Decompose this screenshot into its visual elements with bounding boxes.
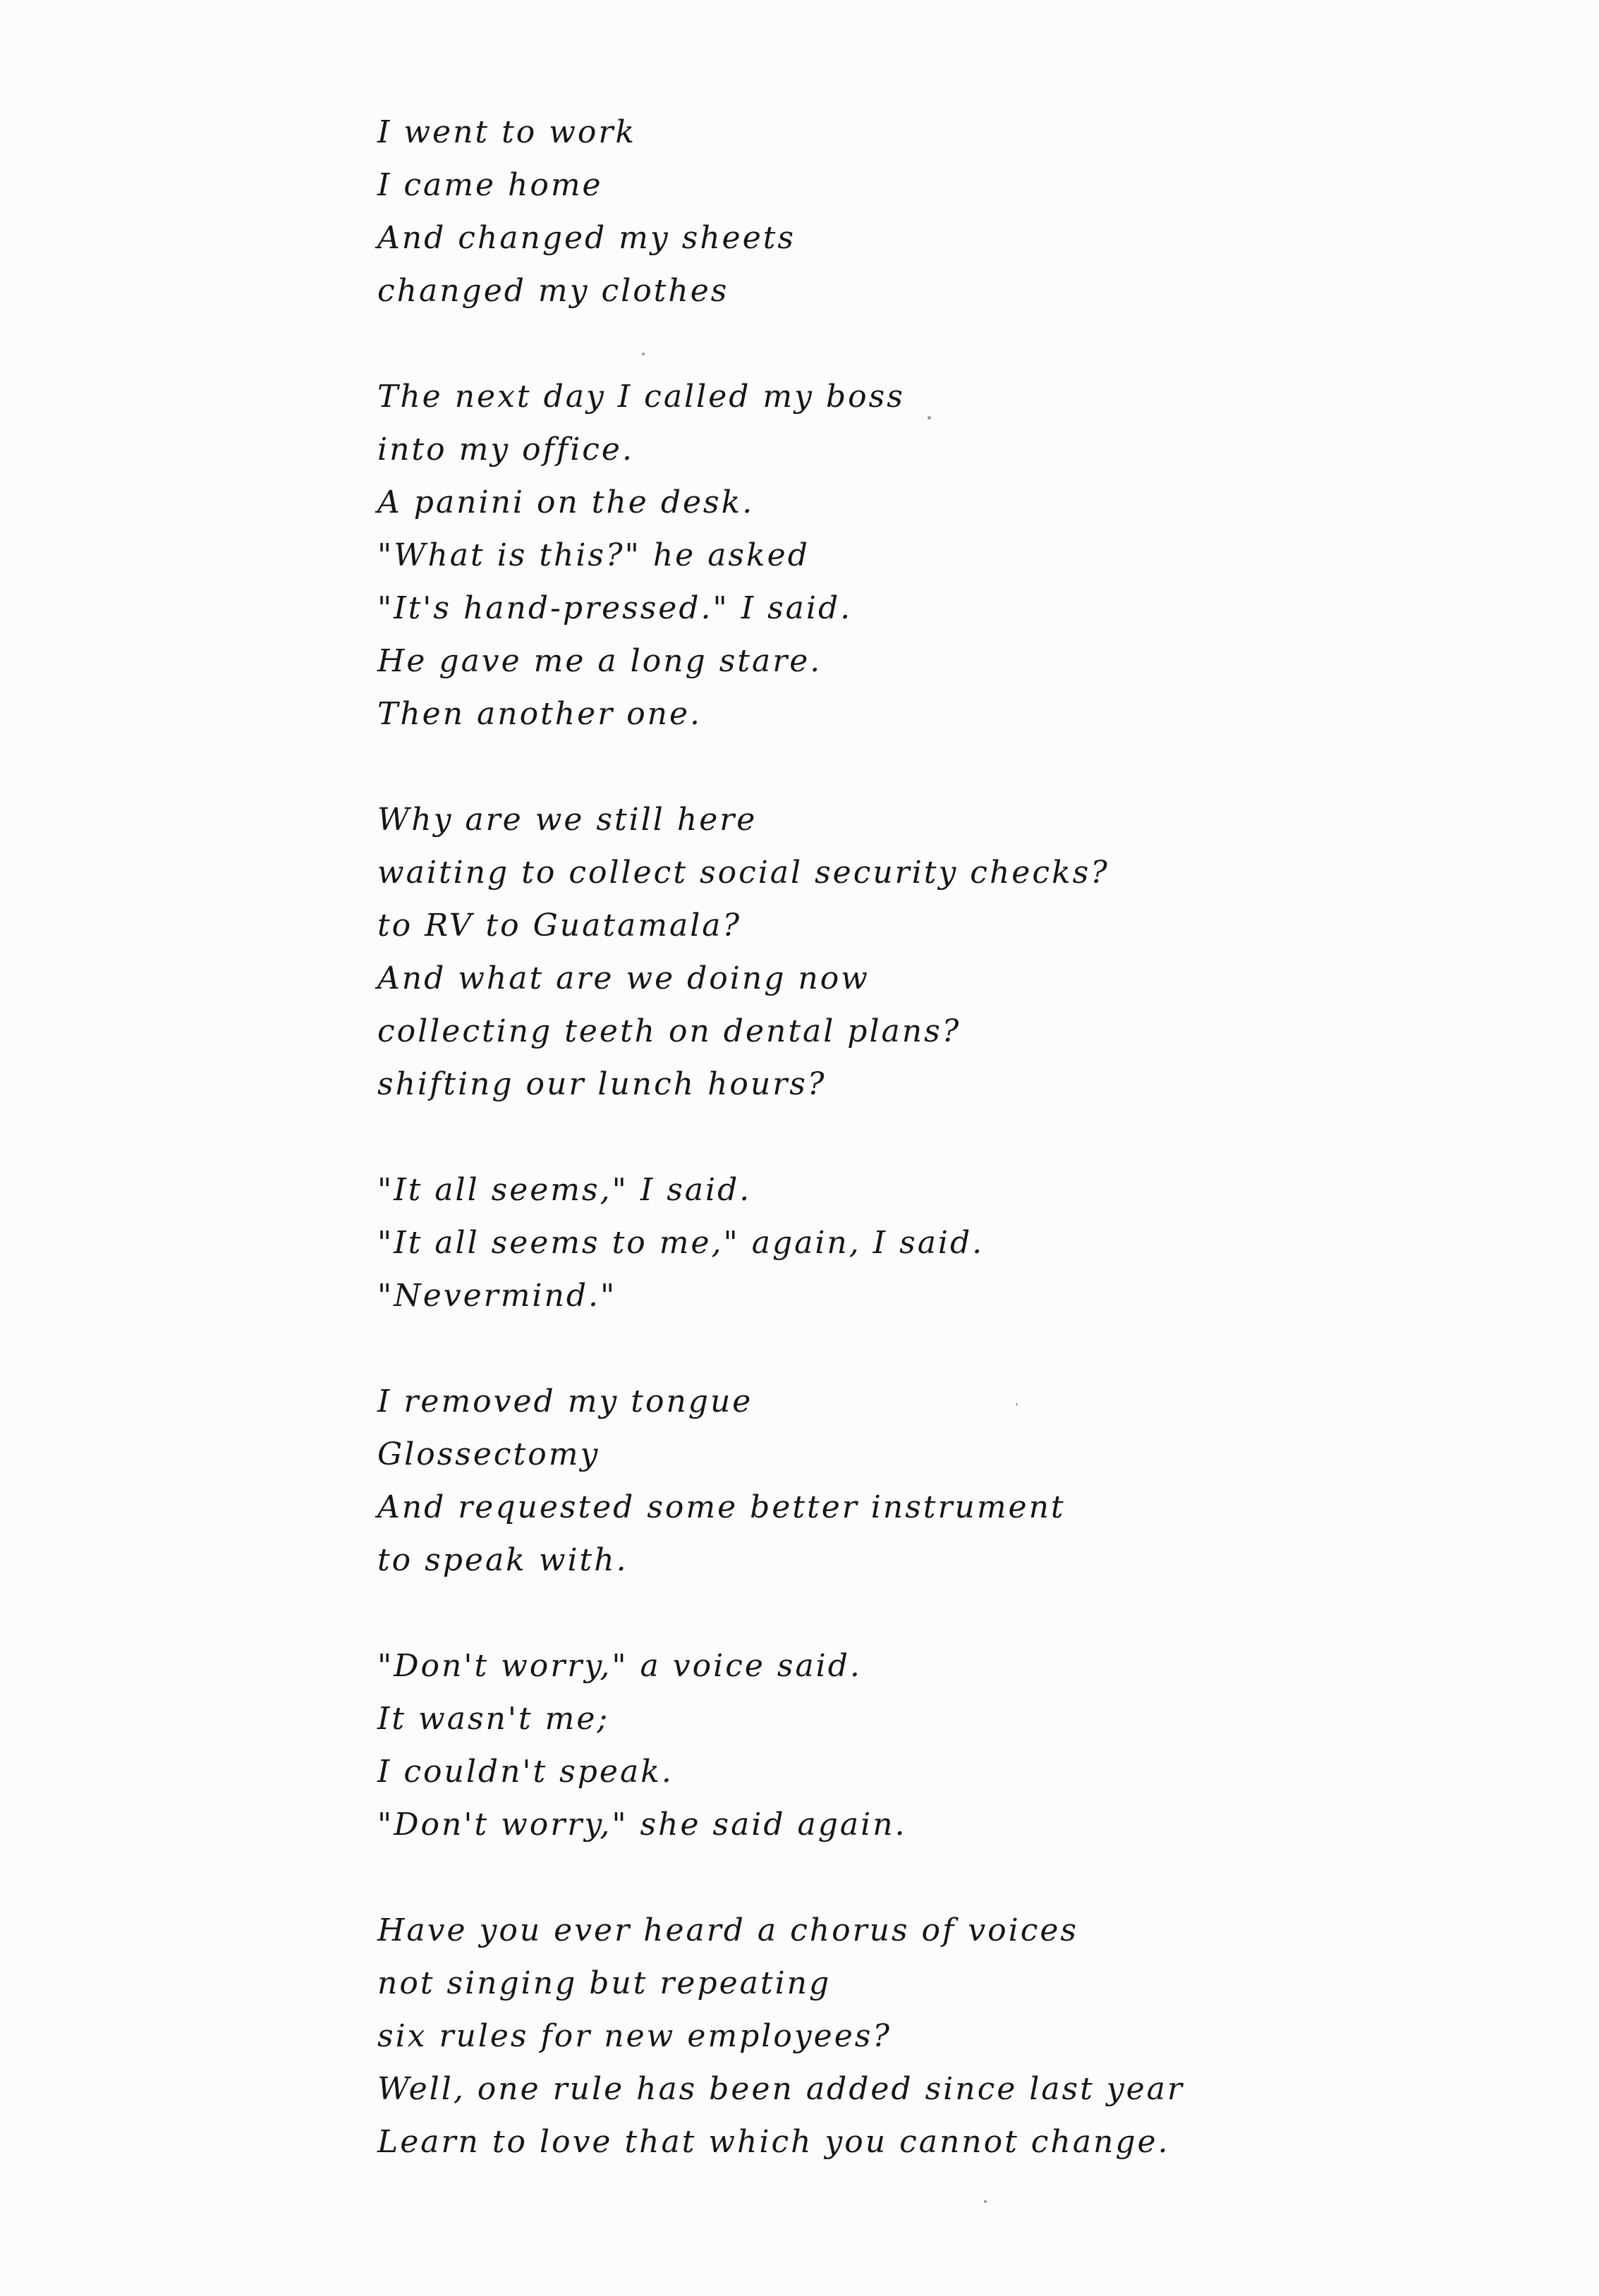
paper-speck [928, 416, 931, 420]
poem-line: And requested some better instrument [377, 1489, 1066, 1525]
poem-line: changed my clothes [377, 273, 729, 309]
poem-line: "It all seems," I said. [377, 1172, 752, 1208]
poem-line: not singing but repeating [377, 1965, 832, 2001]
poem-line: Learn to love that which you cannot change. [377, 2124, 1170, 2160]
stanza-1 [377, 106, 1541, 317]
poem-line: He gave me a long stare. [377, 643, 822, 679]
poem-line: I couldn't speak. [377, 1754, 674, 1790]
poem-line: to RV to Guatamala? [377, 908, 742, 944]
poem [377, 106, 1541, 2221]
stanza-2 [377, 370, 1541, 740]
poem-line: Well, one rule has been added since last year [377, 2071, 1184, 2107]
poem-line: "Don't worry," she said again. [377, 1807, 907, 1843]
poem-line: The next day I called my boss [377, 379, 905, 415]
paper-speck [1016, 1403, 1018, 1405]
stanza-4 [377, 1164, 1541, 1322]
poem-line: collecting teeth on dental plans? [377, 1013, 961, 1049]
stanza-3 [377, 793, 1541, 1111]
poem-line: "Nevermind." [377, 1278, 617, 1314]
paper-speck [642, 353, 645, 355]
poem-line: "Don't worry," a voice said. [377, 1648, 862, 1684]
poem-line: "It all seems to me," again, I said. [377, 1225, 985, 1261]
poem-line: Glossectomy [377, 1436, 600, 1472]
poem-line: I went to work [377, 114, 637, 150]
poem-line: shifting our lunch hours? [377, 1066, 827, 1102]
paper-speck [984, 2200, 987, 2203]
poem-line: And changed my sheets [377, 220, 796, 256]
poem-line: A panini on the desk. [377, 484, 755, 520]
poem-line: "What is this?" he asked [377, 537, 810, 573]
stanza-6 [377, 1639, 1541, 1851]
poem-line: I came home [377, 167, 603, 203]
poem-line: into my office. [377, 432, 634, 468]
poem-line: And what are we doing now [377, 960, 870, 996]
stanza-5 [377, 1375, 1541, 1587]
poem-line: six rules for new employees? [377, 2018, 892, 2054]
poem-line: to speak with. [377, 1542, 628, 1578]
poem-line: "It's hand-pressed." I said. [377, 590, 853, 626]
poem-line: It wasn't me; [377, 1701, 610, 1737]
poem-line: I removed my tongue [377, 1384, 753, 1419]
poem-line: Why are we still here [377, 802, 758, 838]
stanza-7 [377, 1904, 1541, 2168]
poem-line: Have you ever heard a chorus of voices [377, 1912, 1078, 1948]
poem-line: waiting to collect social security checks? [377, 855, 1109, 891]
poem-line: Then another one. [377, 696, 703, 732]
